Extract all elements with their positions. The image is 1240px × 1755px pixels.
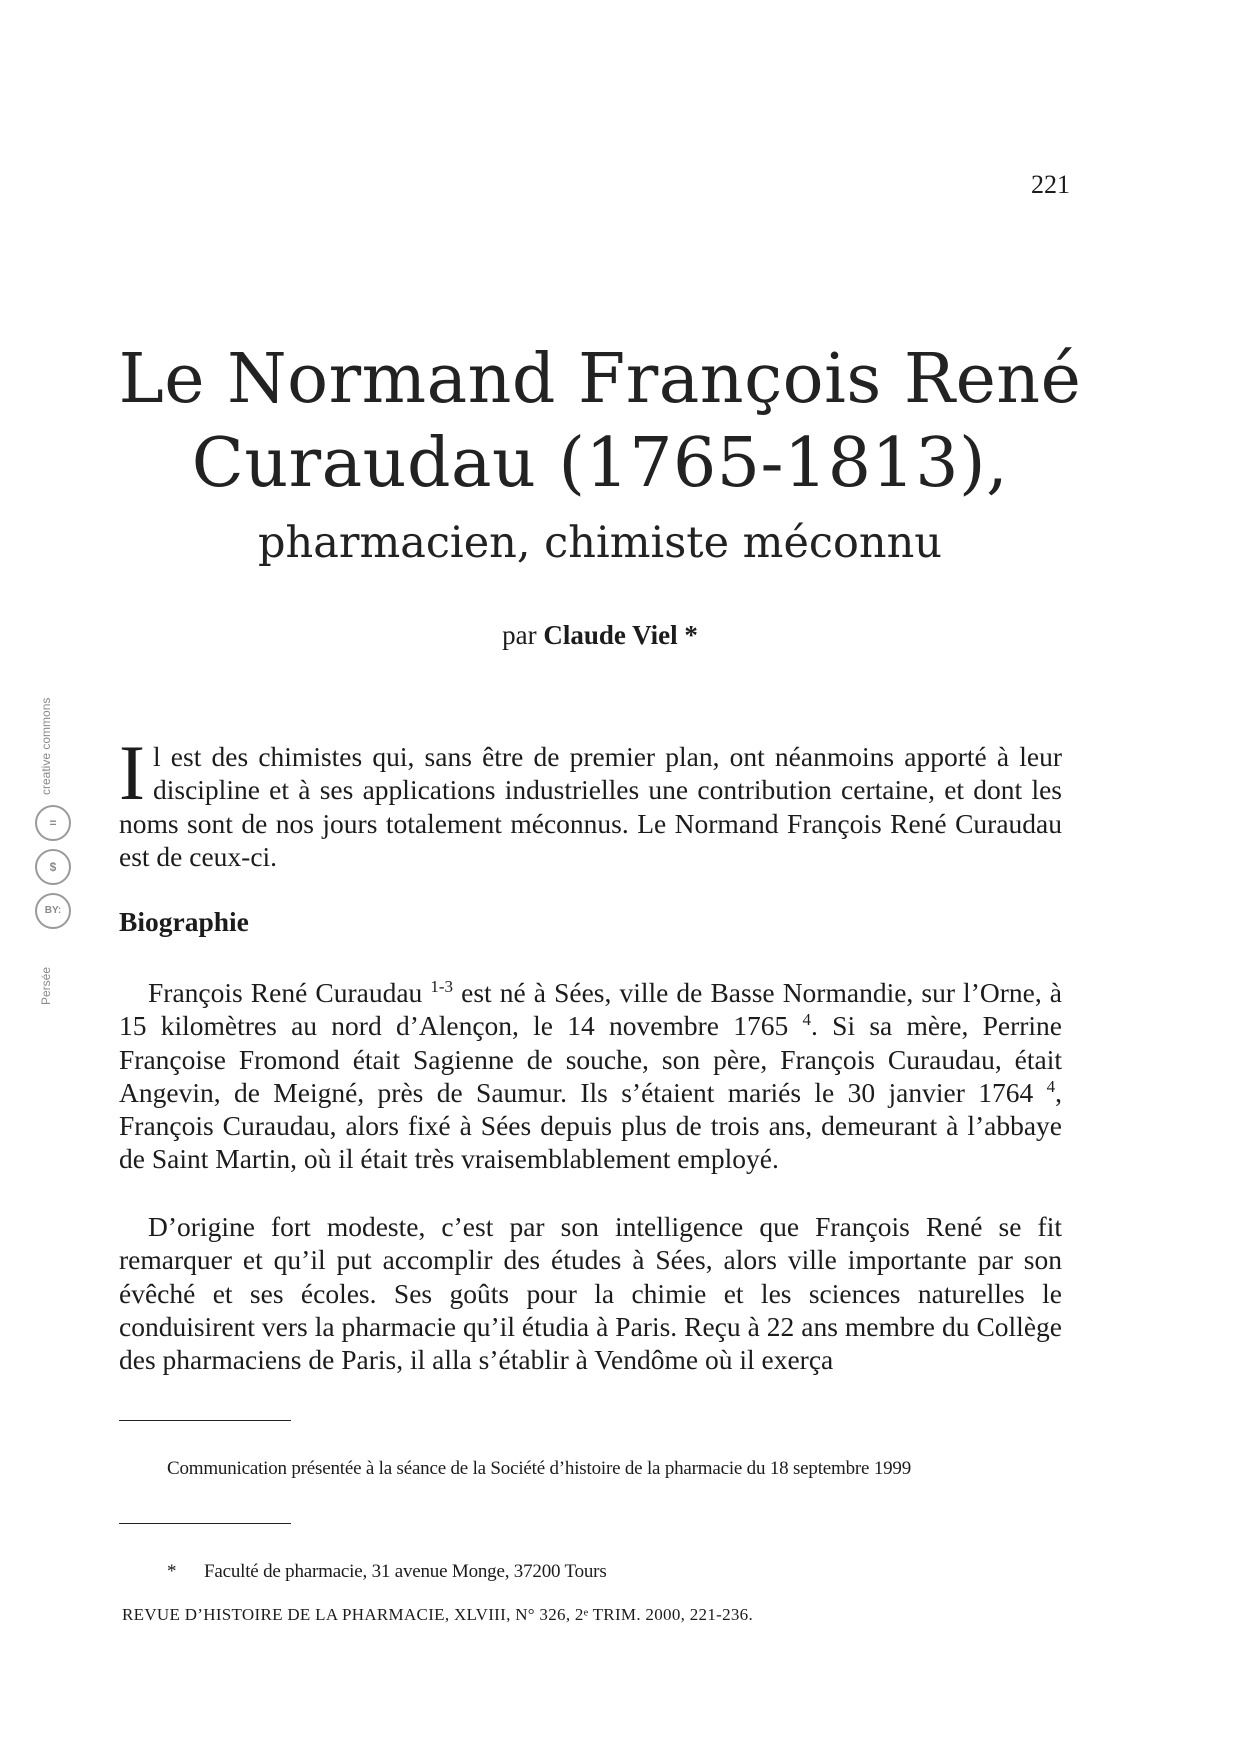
cc-by-icon: BY: [35, 893, 71, 929]
biography-paragraph-1 [119, 976, 1062, 1176]
footnote-divider-2 [119, 1523, 291, 1524]
article-subtitle: pharmacien, chimiste méconnu [258, 518, 942, 568]
cc-nc-icon: $ [35, 849, 71, 885]
footnote-ref-4: 4 [802, 1010, 812, 1030]
biography-paragraph-2: D’origine fort modeste, c’est par son intelligence que François René se fit remarquer et qu’il put accomplir des études à Sées, alors ville importante par son évêché et ses écoles. Ses goûts pour la chimie et les sciences naturelles le conduisirent vers la pharmacie qu’il étudia à Paris. Reçu à 22 ans membre du Collège des pharmaciens de Paris, il alla s’établir à Vendôme où il exerça [119, 1211, 1062, 1376]
footnote-marker: * [167, 1561, 177, 1582]
intro-text: l est des chimistes qui, sans être de premier plan, ont néanmoins apporté à leur discipline et à ses applications industrielles une contribution certaine, et dont les noms sont de nos jours totalement méconnus. Le Normand François René Curaudau est de ceux-ci. [119, 741, 1062, 872]
bio-p1-part1: François René Curaudau [148, 977, 431, 1008]
affiliation-text: Faculté de pharmacie, 31 avenue Monge, 37200 Tours [204, 1561, 607, 1582]
license-sidebar[interactable] [33, 697, 73, 1010]
author-name: Claude Viel * [543, 620, 698, 650]
bio-p1-part2: est né à Sées, ville de Basse Normandie, sur l’Orne, à 15 kilomètres au nord d’Alençon, le 14 novembre 1765 [119, 977, 1062, 1042]
footnote-affiliation [167, 1561, 607, 1583]
bio-p1-part4: , François Curaudau, alors fixé à Sées depuis plus de trois ans, demeurant à l’abbaye de Saint Martin, où il était très vraisemblablement employé. [119, 1076, 1062, 1175]
footnote-ref-4-b: 4 [1046, 1076, 1056, 1096]
journal-reference: REVUE D’HISTOIRE DE LA PHARMACIE, XLVIII, N° 326, 2ᵉ TRIM. 2000, 221-236. [122, 1605, 754, 1624]
section-heading-biographie: Biographie [119, 906, 249, 937]
byline [0, 620, 1200, 651]
title-line-2: Curaudau (1765-1813), [191, 424, 1009, 503]
license-brand: Persée [39, 966, 53, 1005]
title-line-1: Le Normand François René [118, 340, 1082, 419]
cc-nd-icon: = [35, 805, 71, 841]
byline-prefix: par [502, 620, 537, 650]
intro-paragraph [119, 729, 1062, 873]
bio-p1-part3: . Si sa mère, Perrine Françoise Fromond était Sagienne de souche, son père, François Curaudau, était Angevin, de Meigné, près de Saumur. Ils s’étaient mariés le 30 janvier 1764 [119, 1010, 1063, 1108]
footnote-divider-1 [119, 1420, 291, 1421]
footnote-communication: Communication présentée à la séance de la Société d’histoire de la pharmacie du 18 septembre 1999 [167, 1458, 912, 1479]
page-number: 221 [1031, 170, 1070, 199]
license-cc-text: creative commons [39, 697, 53, 795]
footnote-ref-1-3: 1-3 [430, 976, 454, 996]
article-title [0, 338, 1200, 506]
drop-cap: I [119, 729, 145, 816]
